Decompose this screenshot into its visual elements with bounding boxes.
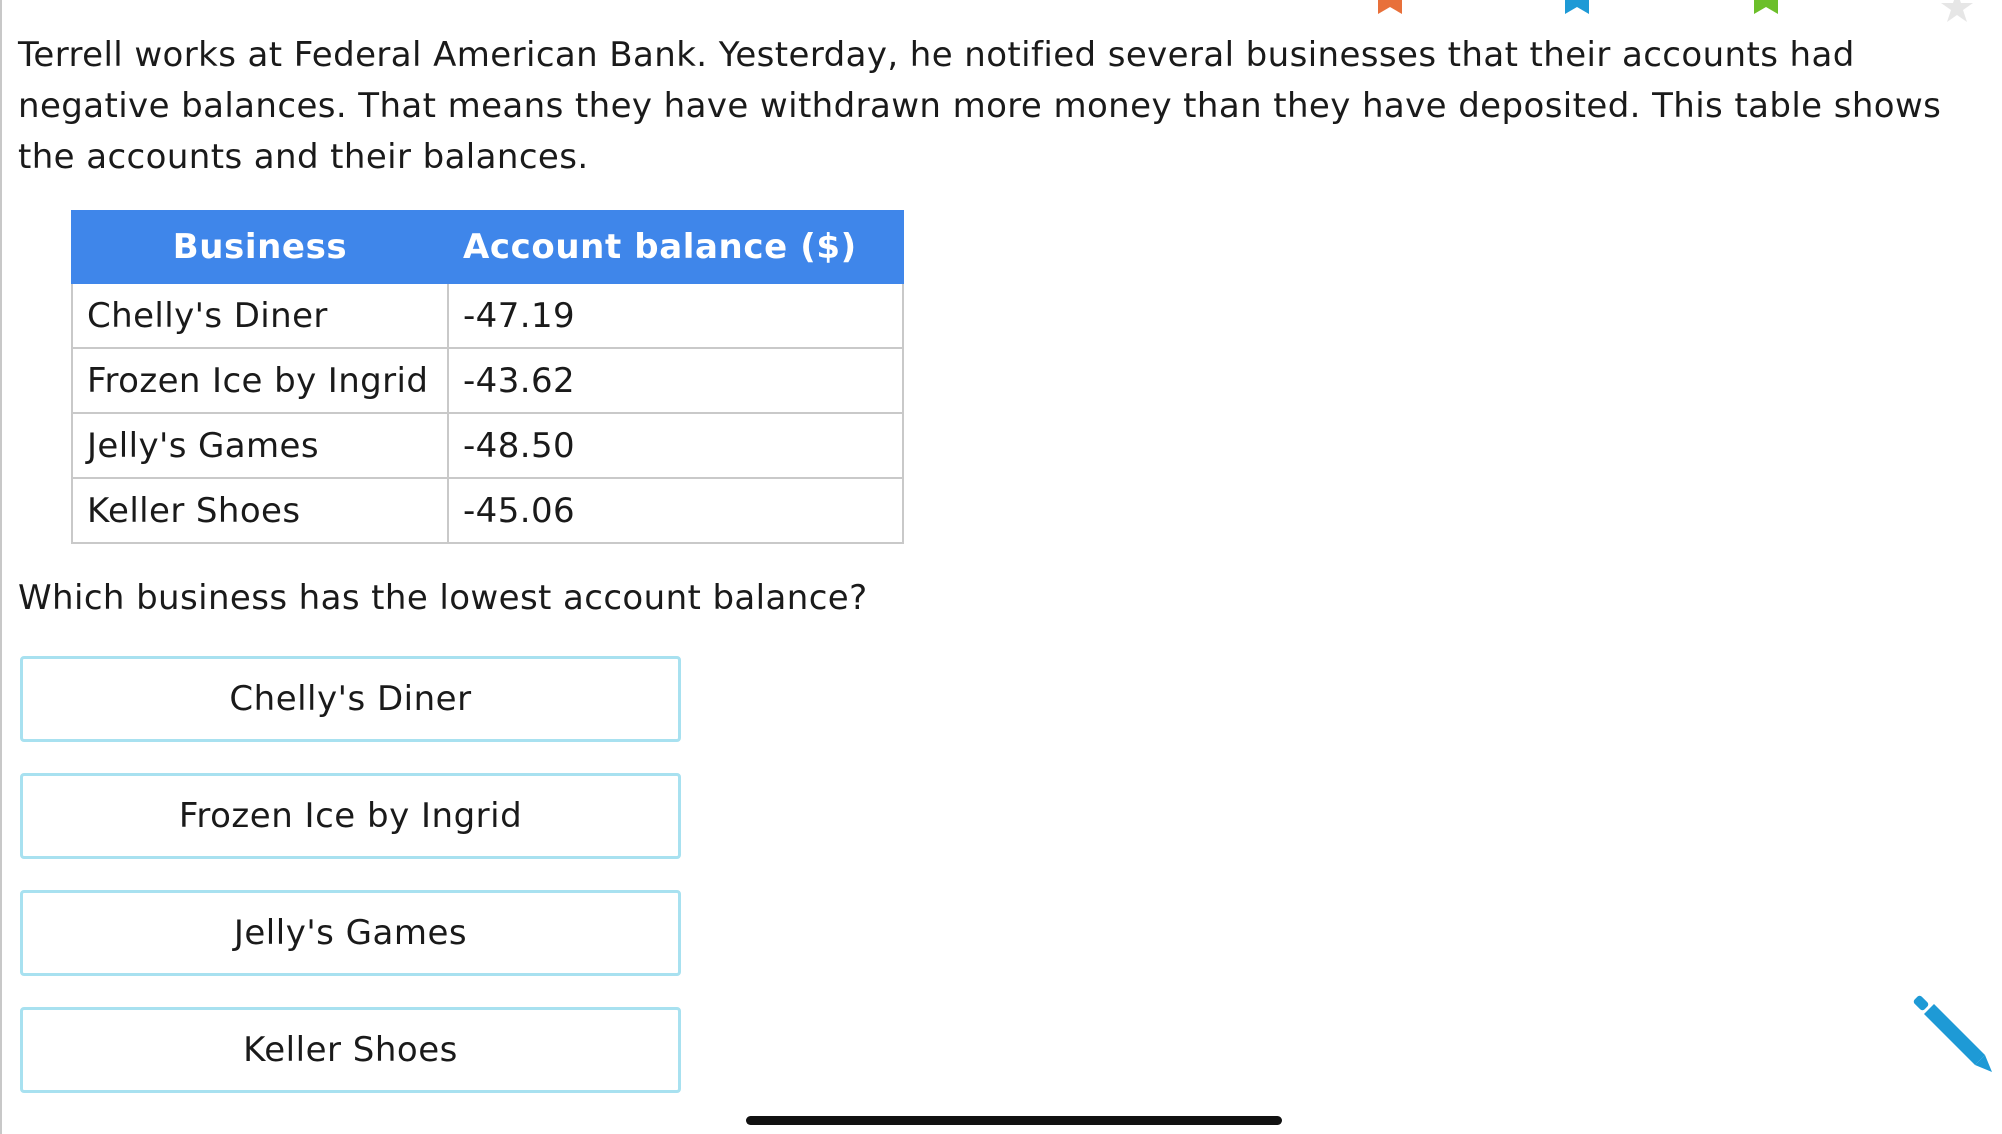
bookmark-ribbon-icon	[1376, 0, 1404, 14]
balance-cell: -48.50	[448, 413, 903, 478]
table-header-row	[72, 211, 903, 283]
business-cell: Keller Shoes	[72, 478, 448, 543]
bookmark-ribbon-icon	[1752, 0, 1780, 14]
business-cell: Chelly's Diner	[72, 283, 448, 348]
column-header-account-balance: Account balance ($)	[448, 211, 903, 283]
table-row	[72, 283, 903, 348]
balance-cell: -47.19	[448, 283, 903, 348]
pencil-icon[interactable]	[1910, 990, 2000, 1080]
account-balance-table	[71, 210, 904, 544]
answer-choice-label: Frozen Ice by Ingrid	[178, 796, 523, 836]
balance-cell: -45.06	[448, 478, 903, 543]
question-text: Which business has the lowest account balance?	[18, 578, 868, 618]
answer-choice-frozen-ice-by-ingrid[interactable]	[20, 773, 681, 859]
table-row	[72, 478, 903, 543]
answer-choice-jellys-games[interactable]	[20, 890, 681, 976]
bookmark-ribbon-icon	[1563, 0, 1591, 14]
home-indicator[interactable]	[746, 1116, 1282, 1125]
table-row	[72, 348, 903, 413]
answer-choice-label: Keller Shoes	[243, 1030, 458, 1070]
balance-cell: -43.62	[448, 348, 903, 413]
table-row	[72, 413, 903, 478]
business-cell: Jelly's Games	[72, 413, 448, 478]
problem-prompt: Terrell works at Federal American Bank. Yesterday, he notified several businesses that their accounts had negative balances. That means they have withdrawn more money than they have deposited. This table shows the accounts and their balances.	[18, 35, 1942, 177]
left-edge-divider	[0, 0, 2, 1134]
business-cell: Frozen Ice by Ingrid	[72, 348, 448, 413]
column-header-business: Business	[72, 211, 448, 283]
answer-choice-label: Jelly's Games	[233, 913, 468, 953]
achievement-ribbons	[0, 0, 2002, 24]
answer-choice-label: Chelly's Diner	[229, 679, 472, 719]
answer-choice-chellys-diner[interactable]	[20, 656, 681, 742]
answer-choice-keller-shoes[interactable]	[20, 1007, 681, 1093]
star-icon	[1940, 0, 1974, 24]
